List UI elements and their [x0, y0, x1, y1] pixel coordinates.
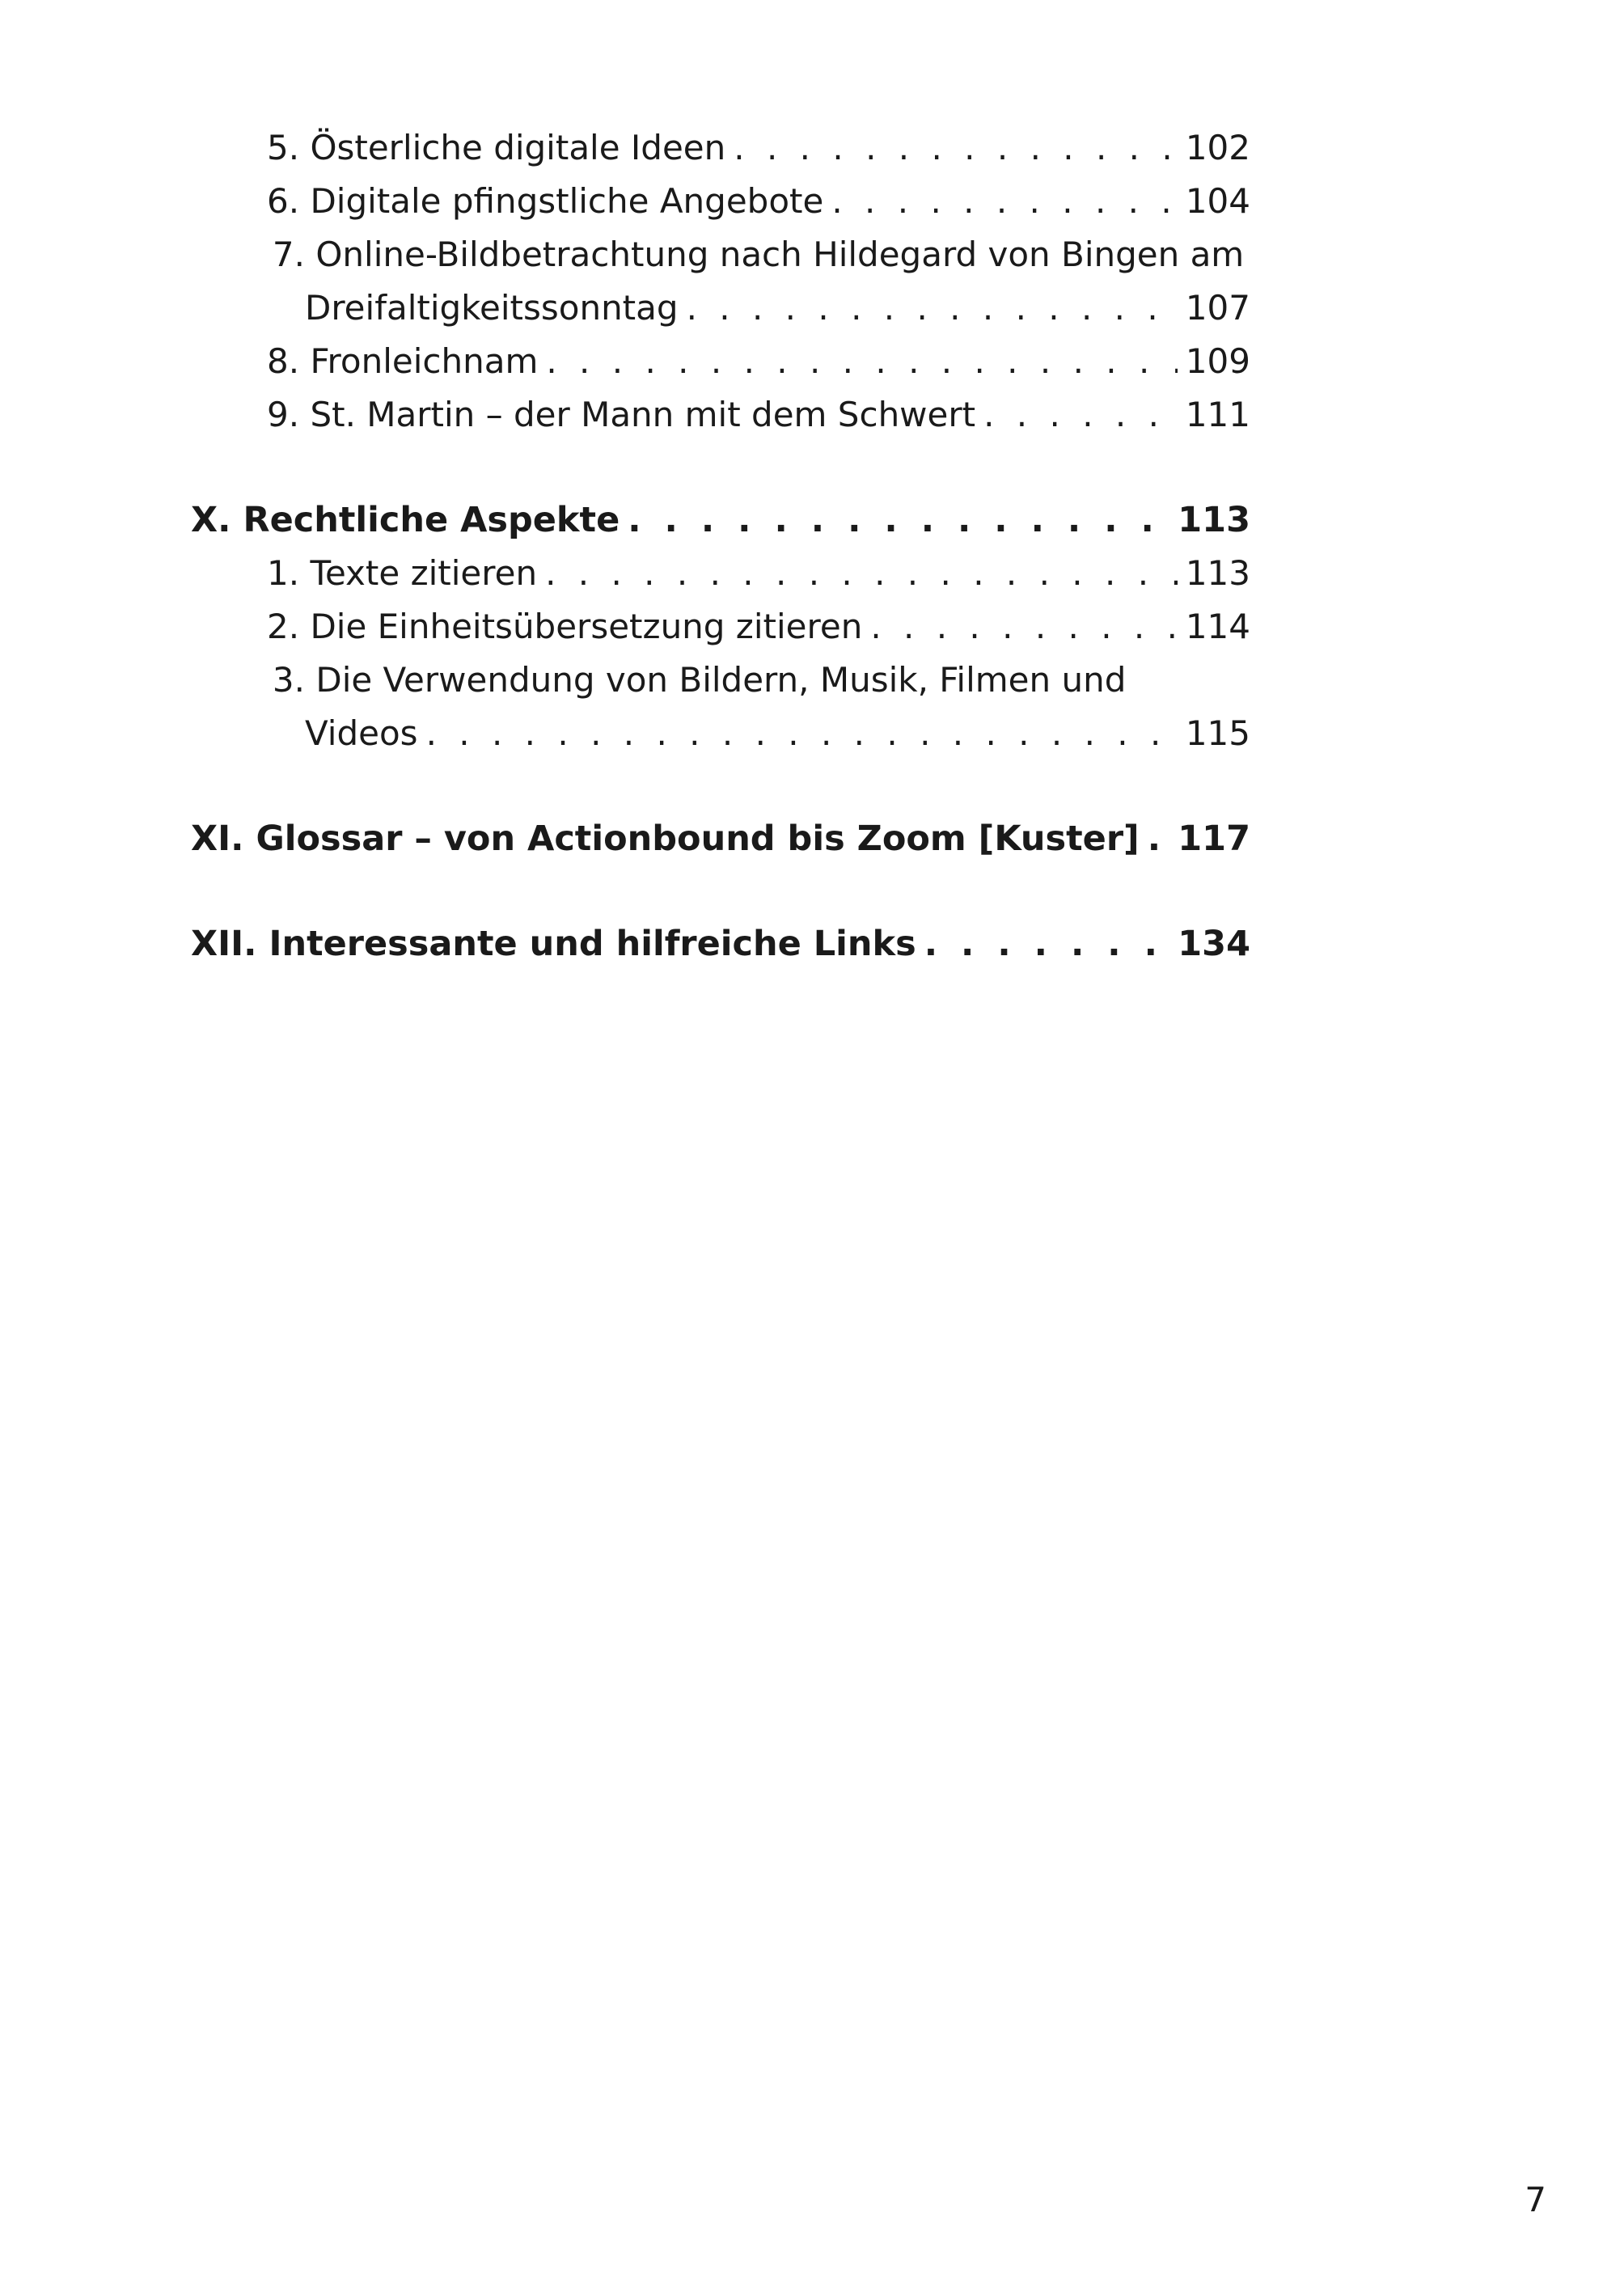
toc-entry-number: 6.: [267, 181, 300, 221]
toc-entry-title: St. Martin – der Mann mit dem Schwert: [310, 395, 976, 434]
toc-entry-number: 9.: [267, 395, 300, 434]
dot-leader: [924, 917, 1170, 971]
toc-chapter-xii[interactable]: [191, 917, 1250, 971]
dot-leader: [734, 121, 1178, 175]
toc-entry-7-line2[interactable]: [191, 281, 1250, 335]
toc-entry-page: 109: [1185, 341, 1250, 381]
toc-chapter-title: XI. Glossar – von Actionbound bis Zoom [Kuster]: [191, 819, 1140, 859]
toc-entry-7-line1[interactable]: [191, 228, 1250, 281]
toc-entry-title: Die Verwendung von Bildern, Musik, Filmen und: [315, 660, 1127, 700]
toc-entry-number: 2.: [267, 607, 300, 646]
toc-entry-title: Fronleichnam: [310, 341, 539, 381]
toc-entry-x-3-line2[interactable]: [191, 707, 1250, 760]
dot-leader: [628, 493, 1169, 547]
toc-entry-9[interactable]: [191, 388, 1250, 442]
dot-leader: [426, 707, 1178, 760]
toc-chapter-x[interactable]: [191, 493, 1250, 547]
dot-leader: [546, 335, 1177, 388]
toc-chapter-page: 134: [1178, 924, 1250, 964]
toc-entry-number: 7.: [272, 235, 305, 274]
toc-entry-page: 111: [1185, 395, 1250, 434]
toc-entry-5[interactable]: [191, 121, 1250, 175]
toc-entry-x-3-line1[interactable]: [191, 654, 1250, 707]
dot-leader: [870, 600, 1178, 654]
toc-entry-number: 8.: [267, 341, 300, 381]
toc-entry-title: Texte zitieren: [310, 553, 538, 593]
toc-entry-page: 107: [1185, 288, 1250, 328]
toc-entry-number: 3.: [272, 660, 305, 700]
toc-entry-number: 5.: [267, 128, 300, 167]
toc-entry-page: 115: [1185, 713, 1250, 753]
toc-entry-title: Online-Bildbetrachtung nach Hildegard von Bingen am: [315, 235, 1245, 274]
toc-entry-page: 114: [1185, 607, 1250, 646]
toc-entry-number: 1.: [267, 553, 300, 593]
toc-entry-title: Die Einheitsübersetzung zitieren: [310, 607, 863, 646]
toc-entry-6[interactable]: [191, 175, 1250, 228]
toc-chapter-xi[interactable]: [191, 812, 1250, 865]
toc-entry-title: Digitale pfingstliche Angebote: [310, 181, 824, 221]
toc-chapter-page: 113: [1178, 500, 1250, 540]
toc-entry-page: 113: [1185, 553, 1250, 593]
toc-entry-8[interactable]: [191, 335, 1250, 388]
toc-entry-page: 104: [1185, 181, 1250, 221]
toc-entry-x-1[interactable]: [191, 547, 1250, 600]
dot-leader: [545, 547, 1178, 600]
toc-entry-x-2[interactable]: [191, 600, 1250, 654]
toc-entry-page: 102: [1185, 128, 1250, 167]
dot-leader: [983, 388, 1178, 442]
dot-leader: [831, 175, 1177, 228]
dot-leader: [687, 281, 1178, 335]
toc-entry-title-continued: Videos: [305, 713, 418, 753]
toc-entry-title: Österliche digitale Ideen: [310, 128, 726, 167]
toc-entry-title-continued: Dreifaltigkeitssonntag: [305, 288, 679, 328]
toc-chapter-page: 117: [1178, 819, 1250, 859]
table-of-contents: [191, 121, 1250, 971]
toc-chapter-title: X. Rechtliche Aspekte: [191, 500, 620, 540]
dot-leader: [1148, 812, 1170, 865]
toc-chapter-title: XII. Interessante und hilfreiche Links: [191, 924, 916, 964]
page-number: 7: [1525, 2180, 1546, 2219]
